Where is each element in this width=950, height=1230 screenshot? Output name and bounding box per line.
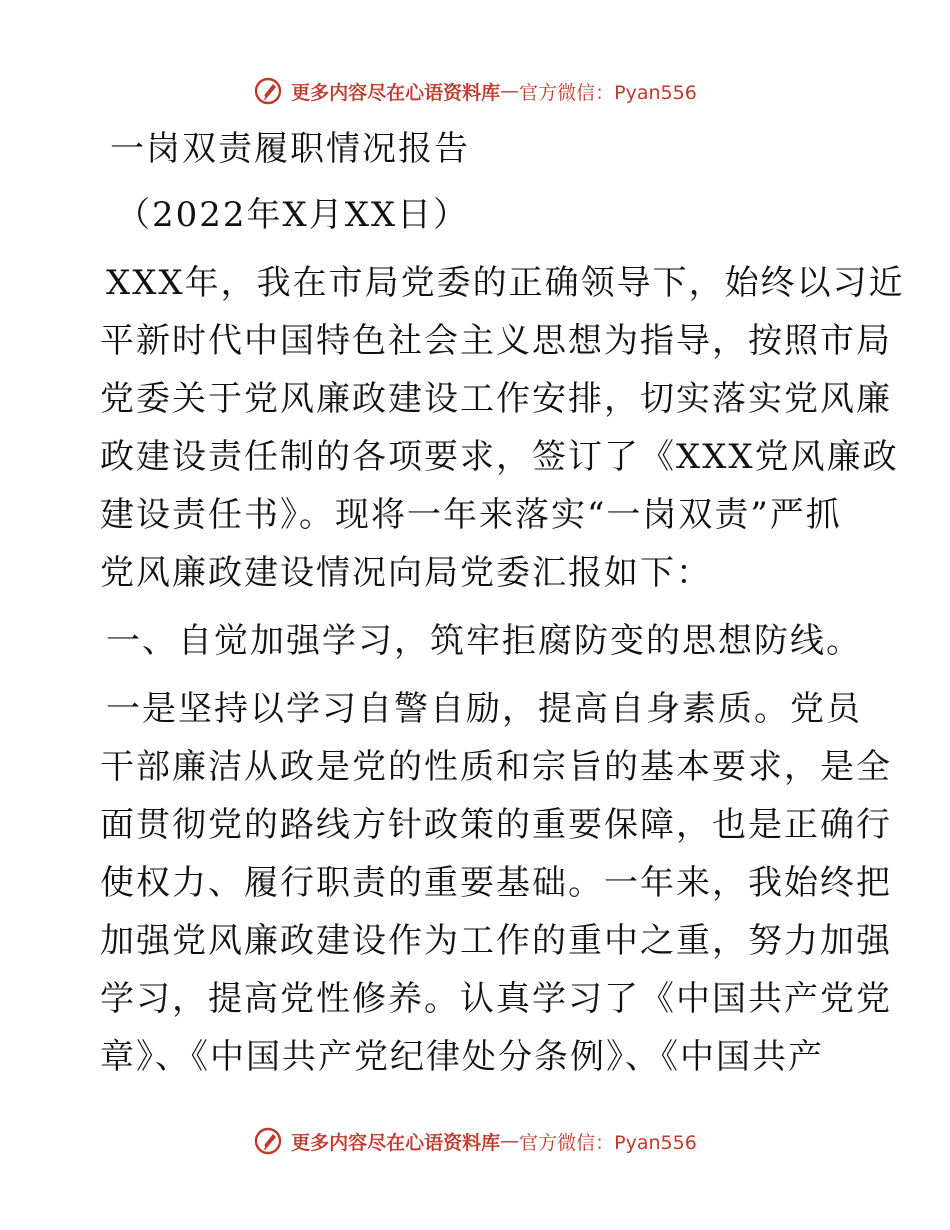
paragraph-line: 使权力、履行职责的重要基础。一年来，我始终把 bbox=[100, 863, 892, 903]
banner-separator: — bbox=[500, 1130, 520, 1152]
paragraph-study bbox=[100, 680, 892, 1086]
paragraph-line: 党风廉政建设情况向局党委汇报如下： bbox=[100, 553, 712, 593]
paragraph-line: 面贯彻党的路线方针政策的重要保障，也是正确行 bbox=[100, 805, 892, 845]
paragraph-line: 加强党风廉政建设作为工作的重中之重，努力加强 bbox=[100, 921, 892, 961]
paragraph-line: XXX年，我在市局党委的正确领导下，始终以习近 bbox=[106, 263, 905, 303]
pen-logo-icon bbox=[253, 1126, 283, 1156]
paragraph-line: 政建设责任制的各项要求，签订了《XXX党风廉政 bbox=[100, 437, 899, 477]
banner-text: 更多内容尽在心语资料库 bbox=[291, 1131, 501, 1154]
pen-logo-icon bbox=[253, 76, 283, 106]
banner-separator: — bbox=[500, 80, 520, 102]
document-date: （2022年X月XX日） bbox=[116, 195, 470, 235]
document-body bbox=[100, 120, 905, 1086]
paragraph-line: 建设责任书》。现将一年来落实“一岗双责”严抓 bbox=[100, 495, 842, 535]
paragraph-intro bbox=[100, 254, 905, 602]
banner-official-id: 官方微信：Pyan556 bbox=[519, 81, 697, 104]
paragraph-line: 章》、《中国共产党纪律处分条例》、《中国共产 bbox=[100, 1037, 824, 1077]
banner-text: 更多内容尽在心语资料库 bbox=[291, 81, 501, 104]
paragraph-line: 党委关于党风廉政建设工作安排，切实落实党风廉 bbox=[100, 379, 892, 419]
paragraph-line: 学习，提高党性修养。认真学习了《中国共产党党 bbox=[100, 979, 892, 1019]
document-title: 一岗双责履职情况报告 bbox=[110, 129, 470, 169]
paragraph-line: 平新时代中国特色社会主义思想为指导，按照市局 bbox=[100, 321, 892, 361]
paragraph-line: 干部廉洁从政是党的性质和宗旨的基本要求，是全 bbox=[100, 747, 892, 787]
section-heading: 一、自觉加强学习，筑牢拒腐防变的思想防线。 bbox=[106, 621, 862, 661]
banner-official-id: 官方微信：Pyan556 bbox=[519, 1131, 697, 1154]
header-watermark-banner bbox=[0, 74, 950, 108]
paragraph-line: 一是坚持以学习自警自励，提高自身素质。党员 bbox=[106, 689, 862, 729]
footer-watermark-banner bbox=[0, 1124, 950, 1158]
